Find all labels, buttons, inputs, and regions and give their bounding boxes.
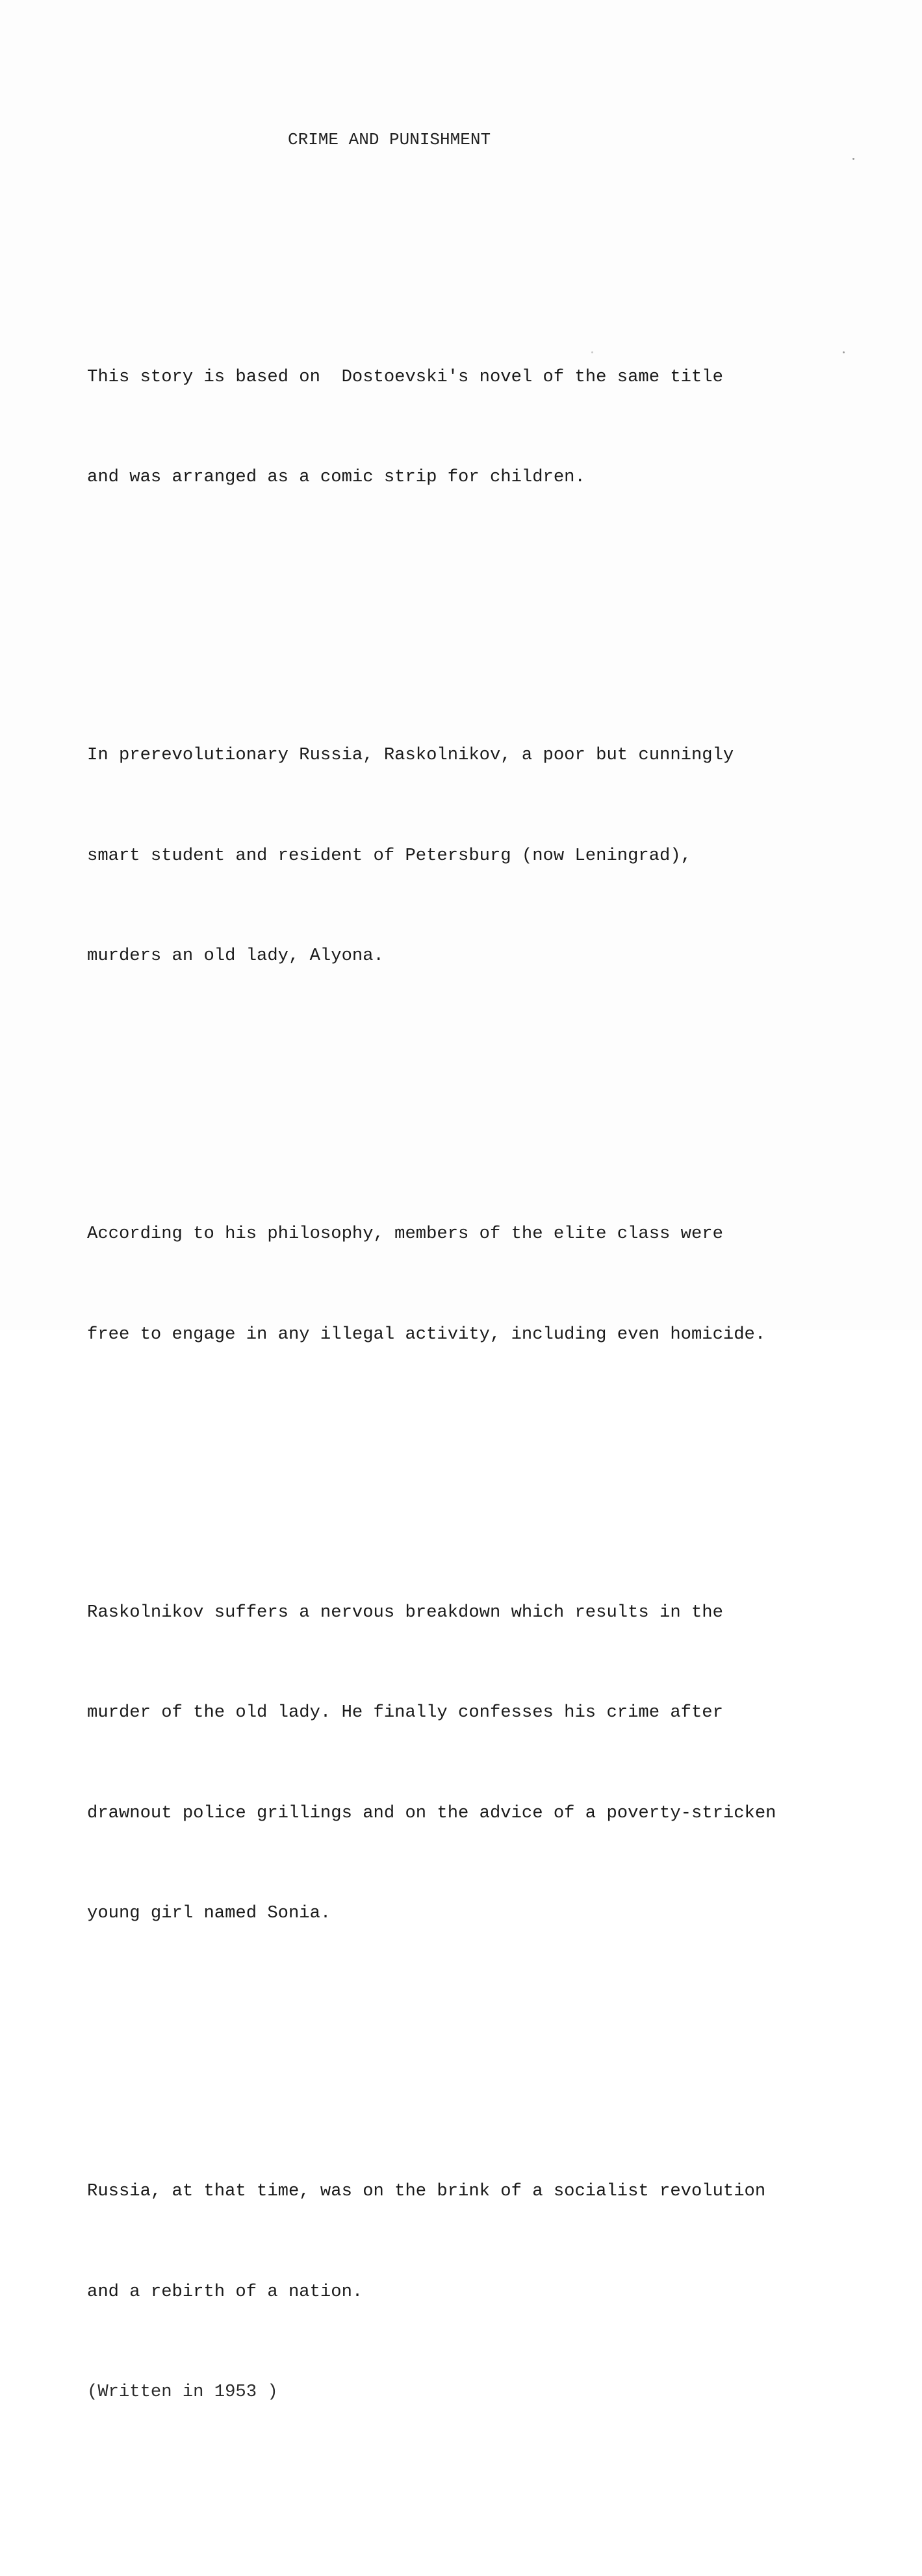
text-line: young girl named Sonia. (87, 1903, 331, 1923)
text-line: According to his philosophy, members of the elite class were (87, 1224, 723, 1244)
text-line: free to engage in any illegal activity, including even homicide. (87, 1324, 766, 1345)
paragraph-philosophy (87, 1150, 867, 1418)
paragraph-confession (87, 1529, 867, 1997)
text-line: murders an old lady, Alyona. (87, 946, 384, 966)
paper-speck (843, 351, 845, 353)
text-line: Russia, at that time, was on the brink of a socialist revolution (87, 2181, 766, 2201)
paragraph-plot (87, 672, 867, 1040)
date-note: (Written in 1953 ) (87, 2382, 278, 2402)
text-line: and was arranged as a comic strip for children. (87, 467, 585, 487)
text-line: This story is based on Dostoevski's novel of the same title (87, 366, 723, 387)
document-title: CRIME AND PUNISHMENT (288, 130, 491, 149)
text-line: In prerevolutionary Russia, Raskolnikov, a poor but cunningly (87, 745, 734, 765)
paper-speck (852, 158, 854, 160)
text-line: murder of the old lady. He finally confesses his crime after (87, 1702, 723, 1723)
text-line: Raskolnikov suffers a nervous breakdown which results in the (87, 1602, 723, 1623)
paragraph-context (87, 2108, 867, 2476)
document-body (87, 193, 867, 2576)
text-line: smart student and resident of Petersburg (now Leningrad), (87, 845, 691, 866)
paper-speck (591, 351, 593, 353)
paragraph-intro (87, 294, 867, 561)
text-line: drawnout police grillings and on the advice of a poverty-stricken (87, 1802, 776, 1823)
text-line: and a rebirth of a nation. (87, 2281, 363, 2302)
